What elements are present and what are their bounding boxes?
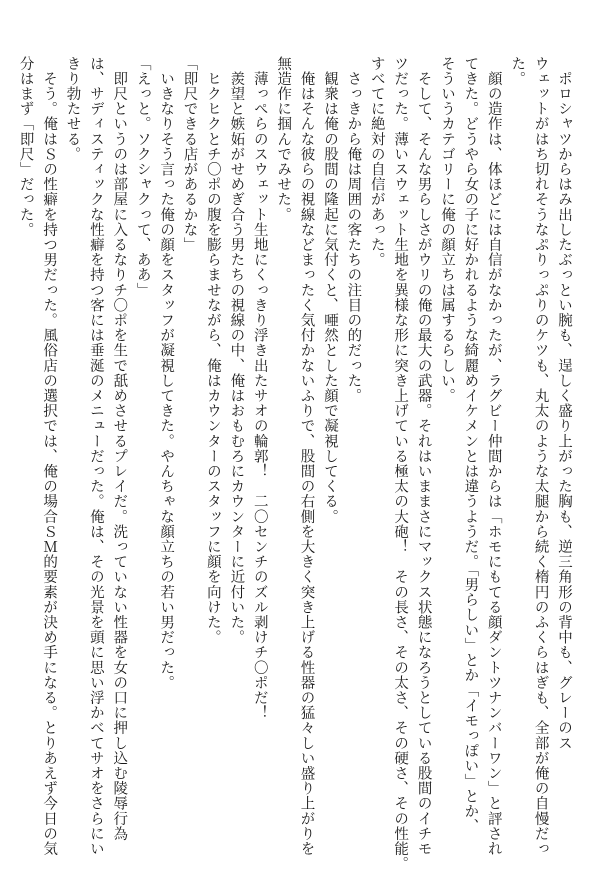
text-line: 「えっと。ソクシャクって、ああ」 [134,56,151,298]
text-line: さっきから俺は周囲の客たちの注目の的だった。 [345,56,362,404]
text-line: 薄っぺらのスウェット生地にくっきり浮き出たサオの輪郭！ 二〇センチのズル剥けチ〇ポだ！ [251,56,268,721]
text-line: 「即尺できる店があるかな」 [181,56,198,253]
text-line: そして、そんな男らしさがウリの俺の最大の武器。それはいままさにマックス状態になろうとしている股間のイチモ [415,56,432,857]
text-line: すべてに絶対の自信があった。 [368,56,385,268]
text-line: 分はまず「即尺」だった。 [17,56,34,238]
text-line: 即尺というのは部屋に入るなりチ〇ポを生で舐めさせるプレイだ。洗っていない性器を女の口に押し込む陵辱行為 [111,56,128,842]
text-line: ヒクヒクとチ〇ポの腹を膨らませながら、俺はカウンターのスタッフに顔を向けた。 [204,56,221,645]
text-line: ツだった。薄いスウェット生地を異様な形に突き上げている極太の大砲！ その長さ、その太さ、その硬さ、その性能。 [392,56,409,871]
text-line: きり勃たせる。 [64,56,81,162]
vertical-text-body [17,56,575,871]
text-line: は、サディスティックな性癖を持つ客には垂涎のメニューだった。俺は、その光景を頭に思い浮かべてサオをさらにい [87,56,104,857]
text-line: 羨望と嫉妬がせめぎ合う男たちの視線の中、俺はおもむろにカウンターに近付いた。 [228,56,245,645]
text-line: ポロシャツからはみ出したぶっとい腕も、逞しく盛り上がった胸も、逆三角形の背中も、グレーのス [556,56,572,751]
text-line: た。 [509,56,526,87]
text-line: そういうカテゴリーに俺の顔立ちは属するらしい。 [438,56,455,404]
text-line: いきなりそう言った俺の顔をスタッフが凝視してきた。やんちゃな顔立ちの若い男だった。 [158,56,175,691]
text-line: 俺はそんな彼らの視線などまったく気付かないふりで、股間の右側を大きく突き上げる性器の猛々しい盛り上がりを [298,56,315,857]
text-line: てきた。どうやら女の子に好かれるような綺麗めイケメンとは違うようだ。「男らしい」とか「イモっぽい」とか、 [462,56,479,834]
text-line: 観衆は俺の股間の隆起に気付くと、唖然とした顔で凝視してくる。 [321,56,338,525]
text-line: 無造作に掴んでみせた。 [275,56,292,223]
text-line: そう。俺はＳの性癖を持つ男だった。風俗店の選択では、俺の場合ＳＭ的要素が決め手になる。とりあえず今日の気 [41,56,58,857]
text-line: ウェットがはち切れそうなぷりっぷりのケツも、丸太のような太腿から続く楕円のふくらはぎも、全部が俺の自慢だっ [532,56,549,857]
text-line: 顔の造作は、体ほどには自信がなかったが、ラグビー仲間からは「ホモにもてる顔ダントツナンバーワン」と評され [485,56,502,857]
